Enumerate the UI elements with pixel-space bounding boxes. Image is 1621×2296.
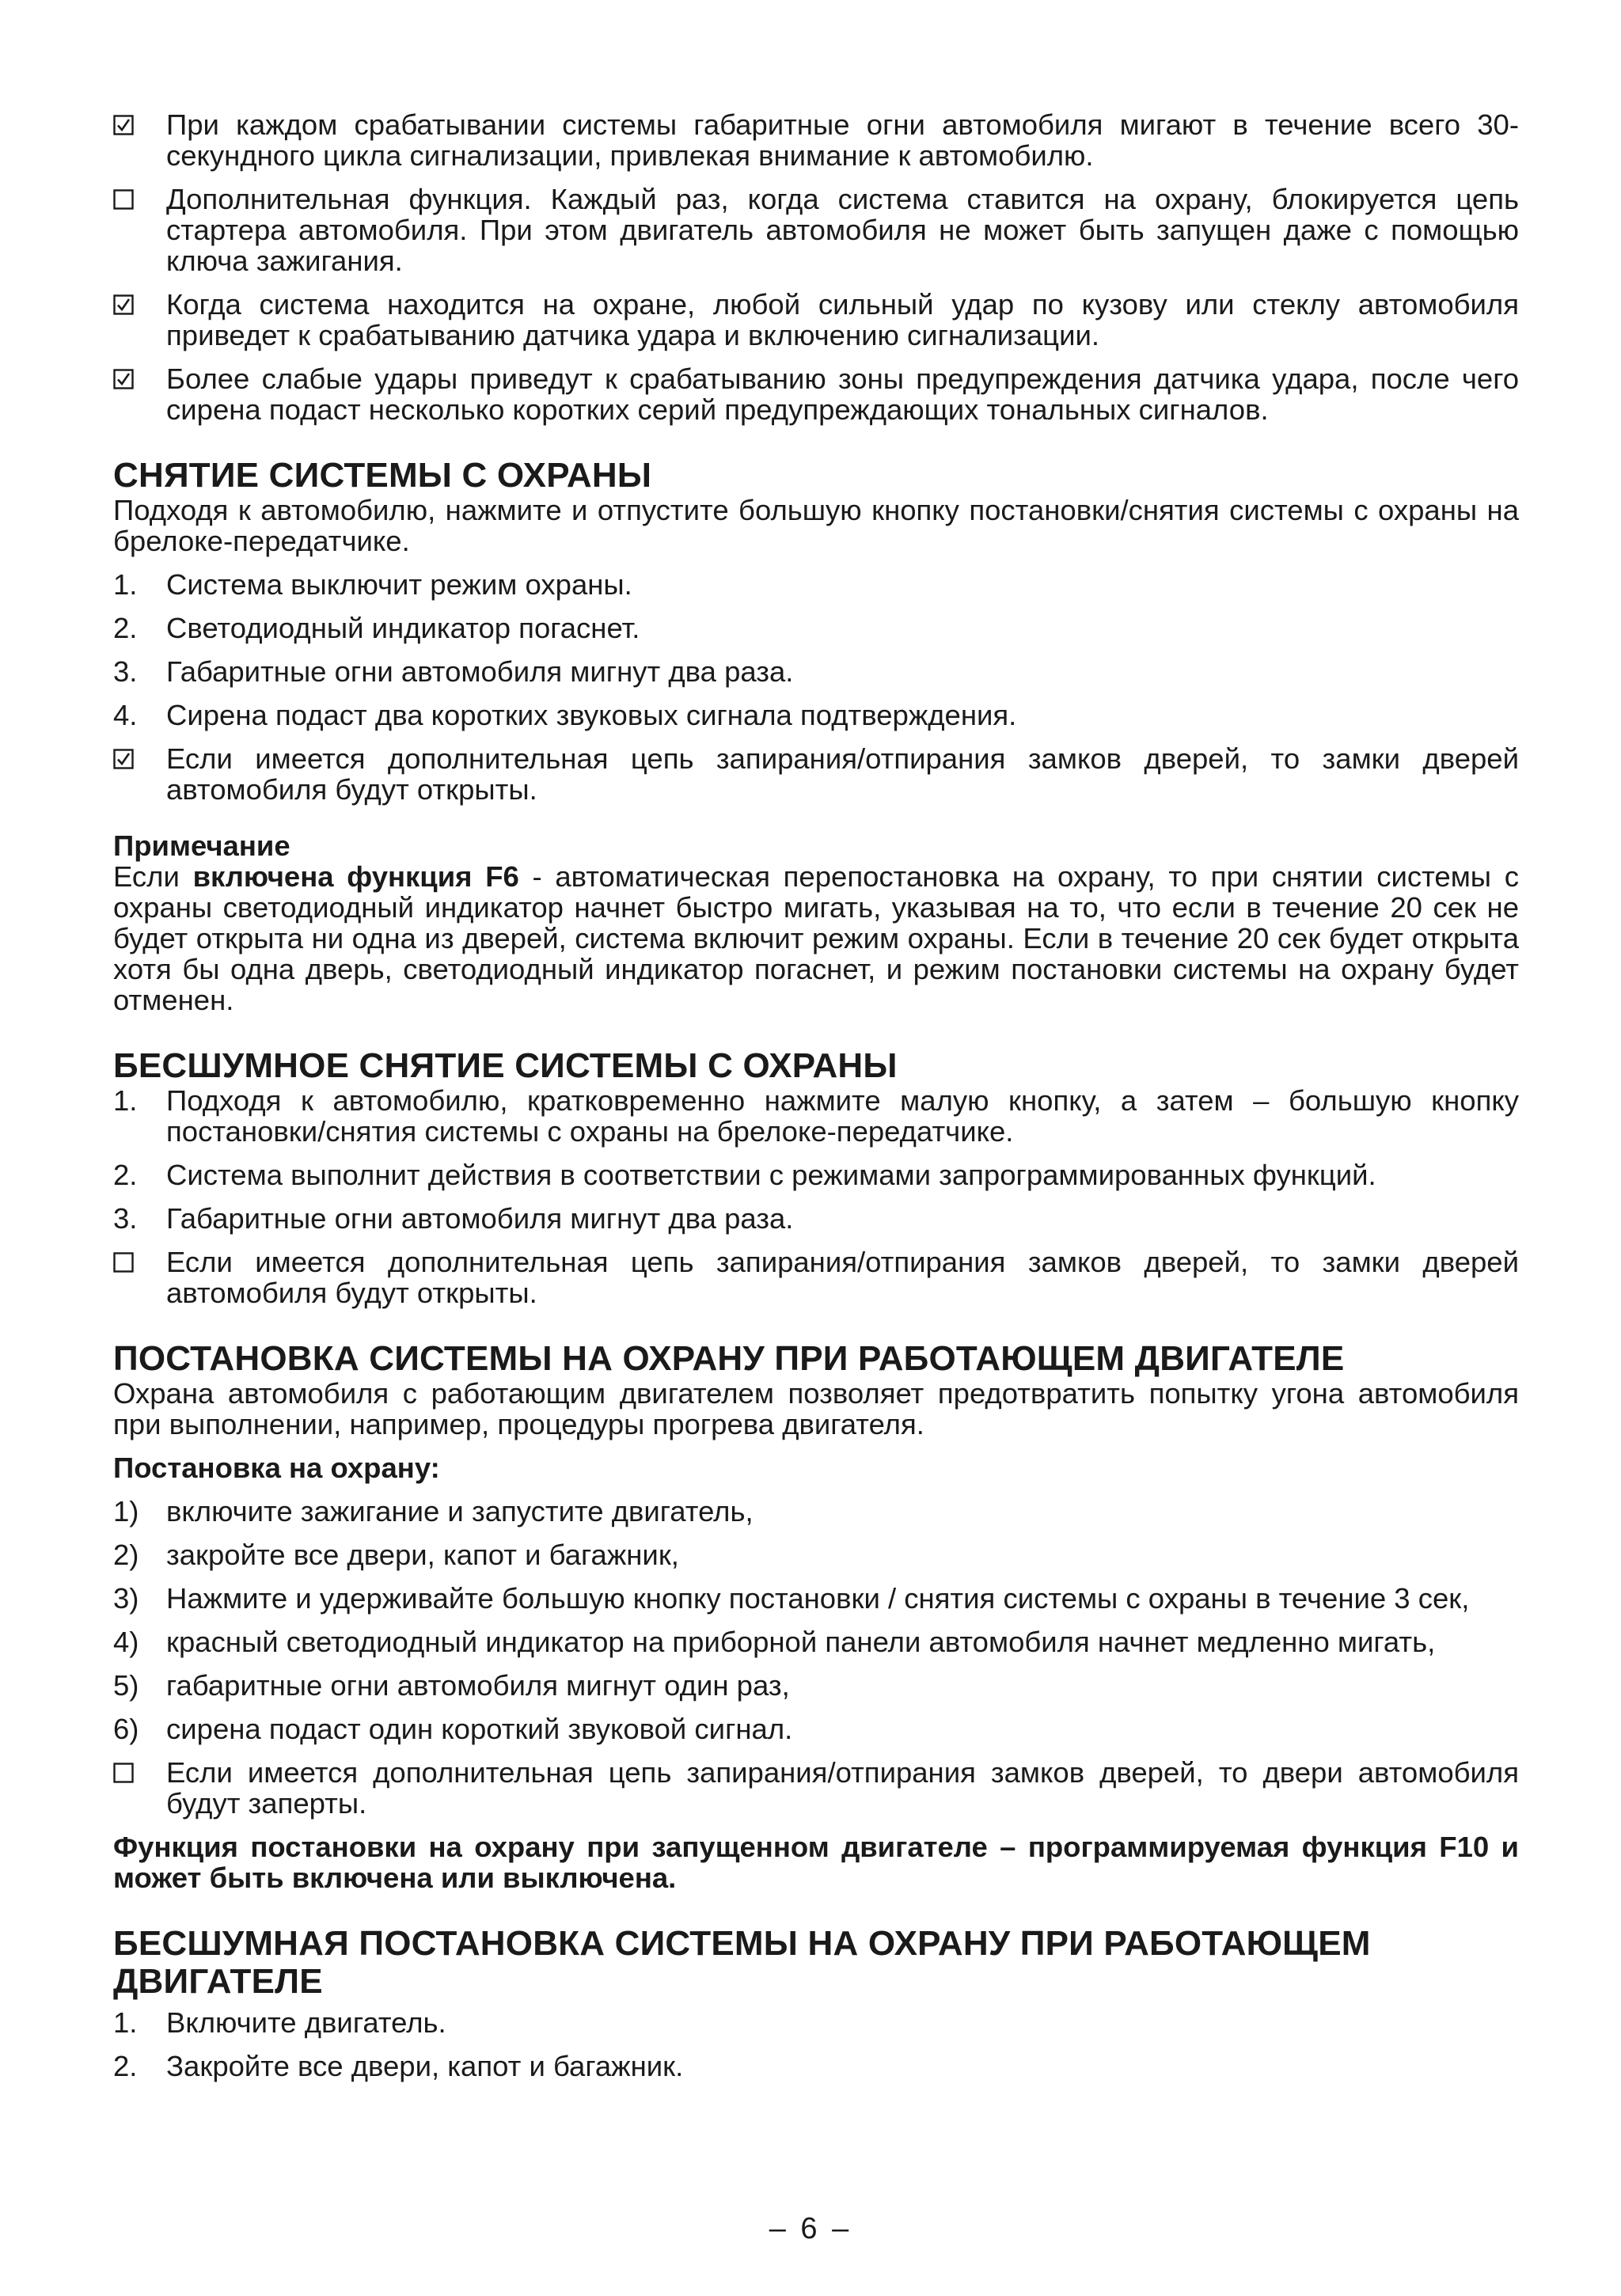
list-number: 1. xyxy=(113,568,138,601)
list-item-text: Включите двигатель. xyxy=(166,2006,446,2039)
numbered-list xyxy=(113,1496,1519,1819)
section-heading: БЕСШУМНАЯ ПОСТАНОВКА СИСТЕМЫ НА ОХРАНУ ПРИ РАБОТАЮЩЕМ ДВИГАТЕЛЕ xyxy=(113,1924,1371,2001)
list-item xyxy=(113,1203,1519,1234)
list-item xyxy=(113,1713,1519,1744)
list-item xyxy=(113,1539,1519,1570)
page-number: – 6 – xyxy=(769,2212,852,2245)
checked-box-icon xyxy=(113,289,166,315)
list-number: 6) xyxy=(113,1713,139,1745)
function-note: Функция постановки на охрану при запущенном двигателе – программируемая функция F10 и может быть включена или выключена. xyxy=(113,1831,1519,1894)
list-item-text: Если имеется дополнительная цепь запирания/отпирания замков дверей, то замки дверей автомобиля будут открыты. xyxy=(166,742,1519,806)
list-item-text: При каждом срабатывании системы габаритные огни автомобиля мигают в течение всего 30-секундного цикла сигнализации, привлекая внимание к автомобилю. xyxy=(166,108,1519,172)
note-heading: Примечание xyxy=(113,829,290,862)
list-item-text: Система выключит режим охраны. xyxy=(166,568,632,601)
list-item-text: Габаритные огни автомобиля мигнут два раза. xyxy=(166,1202,794,1235)
list-item xyxy=(113,1085,1519,1147)
section-intro: Охрана автомобиля с работающим двигателем позволяет предотвратить попытку угона автомобиля при выполнении, например, процедуры прогрева двигателя. xyxy=(113,1377,1519,1440)
list-item-text: Система выполнит действия в соответствии с режимами запрограммированных функций. xyxy=(166,1159,1376,1191)
section-heading: БЕСШУМНОЕ СНЯТИЕ СИСТЕМЫ С ОХРАНЫ xyxy=(113,1046,898,1085)
note-text-bold: включена функция F6 xyxy=(192,860,519,893)
list-number: 5) xyxy=(113,1669,139,1702)
list-number: 2. xyxy=(113,2050,138,2082)
list-item xyxy=(113,569,1519,600)
list-number: 3. xyxy=(113,1202,138,1235)
list-item-text: Закройте все двери, капот и багажник. xyxy=(166,2050,684,2082)
note-text-post: - автоматическая перепостановка на охрану, то при снятии системы с охраны светодиодный индикатор начнет быстро мигать, указывая на то, что если в течение 20 сек не будет открыта ни одна из дверей, система включит режим охраны. Если в течение 20 сек будет открыта хотя бы одна дверь, светодиодный индикатор погаснет, и режим постановки системы на охрану будет отменен. xyxy=(113,860,1519,1016)
list-item-text: Если имеется дополнительная цепь запирания/отпирания замков дверей, то замки дверей автомобиля будут открыты. xyxy=(166,1246,1519,1309)
list-item-text: закройте все двери, капот и багажник, xyxy=(166,1539,679,1571)
list-item xyxy=(113,1159,1519,1190)
list-item xyxy=(113,700,1519,731)
checked-box-icon xyxy=(113,743,166,769)
list-number: 4) xyxy=(113,1626,139,1658)
list-item xyxy=(113,1583,1519,1614)
list-item xyxy=(113,2051,1519,2082)
subsection-heading: Постановка на охрану: xyxy=(113,1452,440,1484)
note-paragraph xyxy=(113,861,1519,1015)
checked-box-icon xyxy=(113,363,166,389)
list-number: 1. xyxy=(113,2006,138,2039)
empty-box-icon xyxy=(113,1757,166,1783)
list-item-text: Когда система находится на охране, любой сильный удар по кузову или стеклу автомобиля приведет к срабатыванию датчика удара и включению сигнализации. xyxy=(166,288,1519,351)
list-item xyxy=(113,613,1519,643)
list-number: 1) xyxy=(113,1495,139,1528)
list-item-text: Габаритные огни автомобиля мигнут два раза. xyxy=(166,655,794,688)
list-number: 2) xyxy=(113,1539,139,1571)
list-item-text: Более слабые удары приведут к срабатыванию зоны предупреждения датчика удара, после чего сирена подаст несколько коротких серий предупреждающих тональных сигналов. xyxy=(166,362,1519,426)
list-item xyxy=(113,1247,1519,1308)
list-item xyxy=(113,2007,1519,2038)
list-item-text: Подходя к автомобилю, кратковременно нажмите малую кнопку, а затем – большую кнопку постановки/снятия системы с охраны на брелоке-передатчике. xyxy=(166,1084,1519,1148)
list-number: 1. xyxy=(113,1084,138,1117)
checked-box-icon xyxy=(113,109,166,135)
document-page xyxy=(113,109,1519,2094)
numbered-list xyxy=(113,1085,1519,1308)
empty-box-icon xyxy=(113,184,166,210)
section-heading: СНЯТИЕ СИСТЕМЫ С ОХРАНЫ xyxy=(113,456,652,495)
list-item-text: габаритные огни автомобиля мигнут один раз, xyxy=(166,1669,790,1702)
empty-box-icon xyxy=(113,1247,166,1273)
list-item-text: Нажмите и удерживайте большую кнопку постановки / снятия системы с охраны в течение 3 сек, xyxy=(166,1582,1470,1615)
list-item xyxy=(113,109,1519,171)
list-number: 2. xyxy=(113,1159,138,1191)
list-item xyxy=(113,184,1519,276)
section-intro: Подходя к автомобилю, нажмите и отпустите большую кнопку постановки/снятия системы с охраны на брелоке-передатчике. xyxy=(113,494,1519,557)
list-item-text: сирена подаст один короткий звуковой сигнал. xyxy=(166,1713,793,1745)
list-item xyxy=(113,289,1519,351)
list-item xyxy=(113,1626,1519,1657)
list-item xyxy=(113,743,1519,805)
list-item-text: Светодиодный индикатор погаснет. xyxy=(166,612,640,644)
note-text-pre: Если xyxy=(113,860,193,893)
list-item xyxy=(113,1670,1519,1701)
section-heading: ПОСТАНОВКА СИСТЕМЫ НА ОХРАНУ ПРИ РАБОТАЮЩЕМ ДВИГАТЕЛЕ xyxy=(113,1339,1345,1378)
list-number: 3) xyxy=(113,1582,139,1615)
list-item xyxy=(113,1757,1519,1819)
list-item-text: включите зажигание и запустите двигатель, xyxy=(166,1495,754,1528)
list-item-text: Дополнительная функция. Каждый раз, когда система ставится на охрану, блокируется цепь стартера автомобиля. При этом двигатель автомобиля не может быть запущен даже с помощью ключа зажигания. xyxy=(166,183,1519,277)
list-item xyxy=(113,363,1519,425)
list-item xyxy=(113,656,1519,687)
list-item-text: Если имеется дополнительная цепь запирания/отпирания замков дверей, то двери автомобиля будут заперты. xyxy=(166,1756,1519,1820)
intro-list xyxy=(113,109,1519,425)
numbered-list xyxy=(113,2007,1519,2082)
list-number: 4. xyxy=(113,699,138,731)
numbered-list xyxy=(113,569,1519,805)
list-item-text: Сирена подаст два коротких звуковых сигнала подтверждения. xyxy=(166,699,1017,731)
list-number: 2. xyxy=(113,612,138,644)
list-item xyxy=(113,1496,1519,1527)
list-item-text: красный светодиодный индикатор на приборной панели автомобиля начнет медленно мигать, xyxy=(166,1626,1436,1658)
list-number: 3. xyxy=(113,655,138,688)
